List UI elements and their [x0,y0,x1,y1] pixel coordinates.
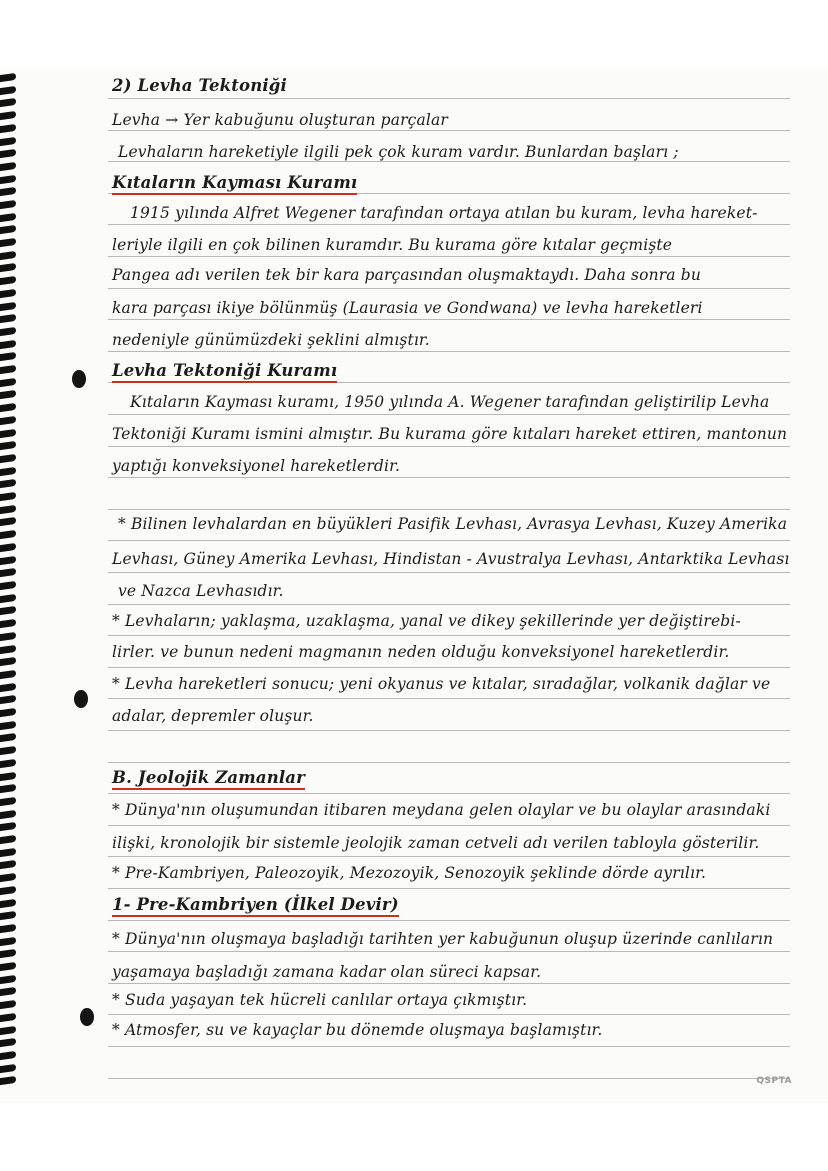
ruled-line [108,604,790,605]
ruled-line [108,667,790,668]
heading-levha-tektonigi-kurami: Levha Tektoniği Kuramı [112,361,337,383]
note-line: Levhaların hareketiyle ilgili pek çok kuram vardır. Bunlardan başları ; [118,143,679,161]
ruled-line [108,1046,790,1047]
ruled-line [108,509,790,510]
note-line: * Bilinen levhalardan en büyükleri Pasifik Levhası, Avrasya Levhası, Kuzey Amerika [118,515,788,533]
ruled-line [108,698,790,699]
note-line: ve Nazca Levhasıdır. [118,582,284,600]
ruled-line [108,920,790,921]
heading-jeolojik-zamanlar: B. Jeolojik Zamanlar [112,768,305,790]
ruled-line [108,1078,790,1079]
note-line: * Suda yaşayan tek hücreli canlılar ortaya çıkmıştır. [112,991,528,1009]
ruled-line [108,825,790,826]
note-line: yaşamaya başladığı zamana kadar olan süreci kapsar. [112,963,542,981]
ruled-line [108,572,790,573]
punch-hole [80,1008,94,1026]
heading-levha-tektonigi: 2) Levha Tektoniği [112,76,287,95]
ruled-line [108,730,790,731]
ruled-line [108,98,790,99]
note-line: adalar, depremler oluşur. [112,707,314,725]
heading-pre-kambriyen: 1- Pre-Kambriyen (İlkel Devir) [112,895,399,917]
ruled-line [108,130,790,131]
ruled-line [108,256,790,257]
note-line: * Levha hareketleri sonucu; yeni okyanus ve kıtalar, sıradağlar, volkanik dağlar ve [112,675,771,693]
ruled-line [108,351,790,352]
watermark-logo: QSPTA [756,1076,792,1086]
note-line: Levha → Yer kabuğunu oluşturan parçalar [112,111,448,129]
note-line: Levhası, Güney Amerika Levhası, Hindistan - Avustralya Levhası, Antarktika Levhası [112,550,790,568]
ruled-line [108,856,790,857]
punch-hole [74,690,88,708]
note-line: leriyle ilgili en çok bilinen kuramdır. Bu kurama göre kıtalar geçmişte [112,236,673,254]
note-line: Tektoniği Kuramı ismini almıştır. Bu kurama göre kıtaları hareket ettiren, mantonun [112,425,788,443]
ruled-line [108,477,790,478]
ruled-line [108,414,790,415]
ruled-line [108,446,790,447]
ruled-line [108,951,790,952]
note-line: ilişki, kronolojik bir sistemle jeolojik zaman cetveli adı verilen tabloyla gösterilir. [112,834,760,852]
note-line: nedeniyle günümüzdeki şeklini almıştır. [112,331,430,349]
note-line: * Pre-Kambriyen, Paleozoyik, Mezozoyik, Senozoyik şeklinde dörde ayrılır. [112,864,707,882]
note-line: * Atmosfer, su ve kayaçlar bu dönemde oluşmaya başlamıştır. [112,1021,603,1039]
ruled-line [108,793,790,794]
ruled-line [108,319,790,320]
ruled-line [108,288,790,289]
ruled-line [108,224,790,225]
ruled-line [108,540,790,541]
note-line: * Levhaların; yaklaşma, uzaklaşma, yanal ve dikey şekillerinde yer değiştirebi- [112,612,741,630]
ruled-line [108,762,790,763]
note-line: * Dünya'nın oluşmaya başladığı tarihten yer kabuğunun oluşup üzerinde canlıların [112,930,774,948]
note-line: Kıtaların Kayması kuramı, 1950 yılında A. Wegener tarafından geliştirilip Levha [130,393,770,411]
note-line: Pangea adı verilen tek bir kara parçasından oluşmaktaydı. Daha sonra bu [112,266,701,284]
note-line: * Dünya'nın oluşumundan itibaren meydana gelen olaylar ve bu olaylar arasındaki [112,801,771,819]
ruled-line [108,983,790,984]
ruled-line [108,1014,790,1015]
ruled-line [108,635,790,636]
note-line: yaptığı konveksiyonel hareketlerdir. [112,457,401,475]
ruled-line [108,161,790,162]
note-line: lirler. ve bunun nedeni magmanın neden olduğu konveksiyonel hareketlerdir. [112,643,730,661]
heading-kitalarin-kaymasi: Kıtaların Kayması Kuramı [112,173,357,195]
ruled-line [108,888,790,889]
note-line: kara parçası ikiye bölünmüş (Laurasia ve Gondwana) ve levha hareketleri [112,299,703,317]
note-line: 1915 yılında Alfret Wegener tarafından ortaya atılan bu kuram, levha hareket- [130,204,758,222]
punch-hole [72,370,86,388]
